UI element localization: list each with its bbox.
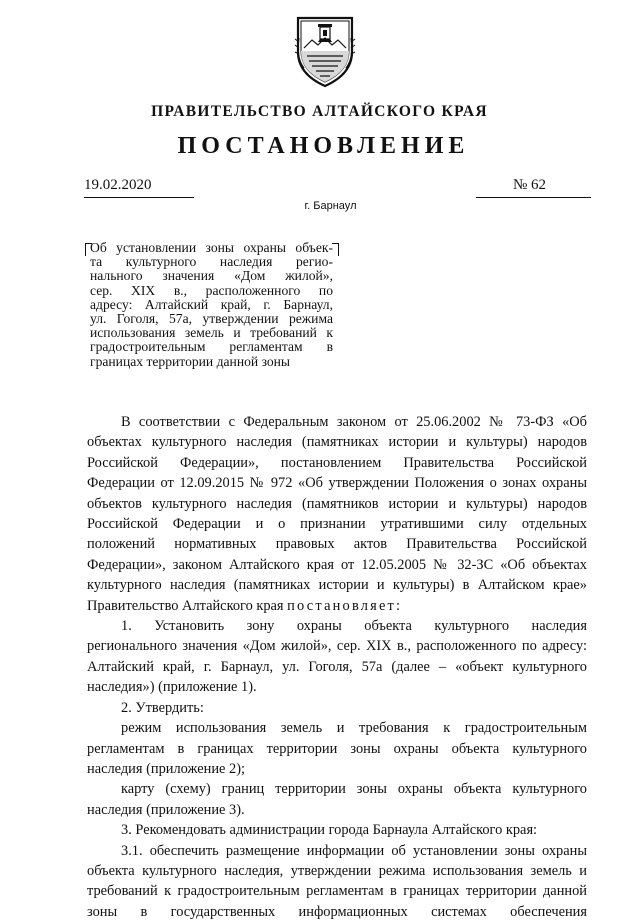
body-line: 3.1. обеспечить размещение информации об установлении зоны охраны [121, 842, 587, 859]
document-type-title: ПОСТАНОВЛЕНИЕ [177, 133, 470, 159]
body-line: Алтайский край, г. Барнаул, ул. Гоголя, 57а (далее – «объект культурного [87, 658, 587, 675]
subject-line: границах территории данной зоны [90, 353, 291, 369]
document-number: № 62 [513, 177, 547, 193]
subject-line: сер. XIX в., расположенного по [90, 282, 333, 298]
body-line: зоны в государственных информационных системах обеспечения [87, 903, 587, 920]
body-line: Российской Федерации и о признании утратившими силу отдельных [87, 516, 587, 533]
body-line: наследия (приложение 3). [87, 801, 245, 818]
government-name: ПРАВИТЕЛЬСТВО АЛТАЙСКОГО КРАЯ [151, 103, 488, 120]
body-line: В соответствии с Федеральным законом от 25.06.2002 № 73-ФЗ «Об [121, 414, 587, 430]
subject-line: нального значения «Дом жилой», [90, 268, 333, 284]
subject-line: градостроительным регламентам в [90, 339, 333, 355]
body-line: объектах культурного наследия (памятниках истории и культуры) народов [87, 434, 587, 451]
body-line: Российской Федерации», постановлением Правительства Российской [87, 454, 587, 471]
altai-krai-coat-of-arms-icon [290, 8, 360, 90]
document-body [87, 412, 587, 922]
subject-right-bracket [332, 243, 339, 256]
body-line: наследия (приложение 2); [87, 760, 246, 777]
body-line: 3. Рекомендовать администрации города Барнаула Алтайского края: [121, 822, 538, 839]
body-line: объекта культурного наследия, утверждении режима использования земель и [87, 862, 587, 879]
body-line: регионального значения «Дом жилой», сер. XIX в., расположенного по адресу: [87, 638, 587, 655]
date-underline [84, 197, 194, 198]
body-line: требований к градостроительным регламентам в границах территории данной [87, 883, 587, 900]
body-line: культурного наследия (памятниках истории и культуры) в Алтайском крае» [87, 577, 587, 594]
document-date: 19.02.2020 [84, 177, 152, 193]
document-subject [90, 241, 333, 369]
subject-line: Об установлении зоны охраны объек- [90, 240, 333, 255]
body-line: 2. Утвердить: [121, 699, 204, 716]
body-line: объектов культурного наследия (памятников истории и культуры) народов [87, 495, 587, 512]
subject-line: ул. Гоголя, 57а, утверждении режима [90, 311, 333, 327]
body-line: карту (схему) границ территории зоны охраны объекта культурного [121, 781, 587, 798]
subject-line: та культурного наследия регио- [90, 254, 333, 270]
body-line: 1. Установить зону охраны объекта культурного наследия [121, 618, 587, 635]
number-underline [476, 197, 591, 198]
body-line: Федерации», законом Алтайского края от 12.05.2005 № 32-ЗС «Об объектах [87, 556, 587, 573]
body-line: режим использования земель и требования к градостроительным [121, 720, 587, 737]
subject-line: адресу: Алтайский край, г. Барнаул, [90, 296, 333, 312]
body-line: Федерации от 12.09.2015 № 972 «Об утверждении Положения о зонах охраны [87, 475, 587, 492]
body-line [87, 596, 587, 616]
body-line: наследия») (приложение 1). [87, 679, 257, 696]
subject-line: использования земель и требований к [90, 325, 333, 341]
body-line-text: Правительство Алтайского края [87, 597, 288, 614]
body-line: положений нормативных правовых актов Правительства Российской [87, 536, 587, 553]
city-name: г. Барнаул [304, 200, 357, 212]
decree-keyword: постановляет: [287, 597, 403, 614]
body-line: регламентам в границах территории зоны охраны объекта культурного [87, 740, 587, 757]
